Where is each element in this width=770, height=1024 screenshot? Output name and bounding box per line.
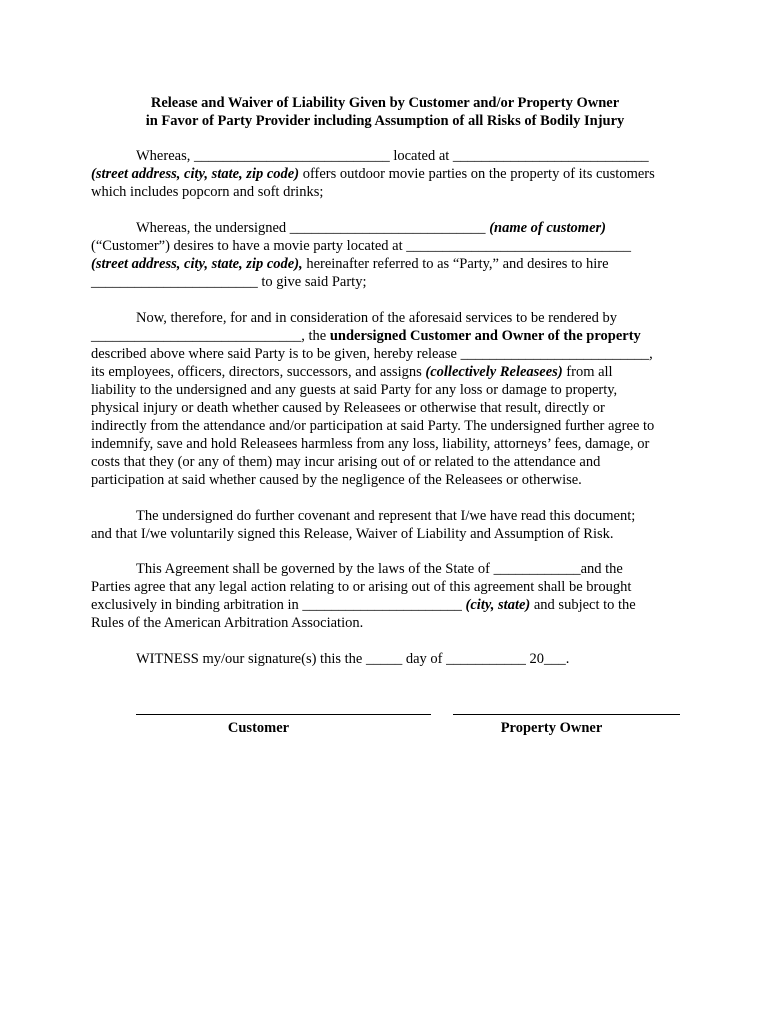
- p3-line-10: participation at said whether caused by the negligence of the Releasees or otherwise.: [91, 472, 582, 488]
- p2-line-1: [136, 219, 606, 237]
- p5-line-3-text: exclusively in binding arbitration in ______________________: [91, 597, 466, 613]
- p3-line-4-rest: from all: [562, 364, 613, 380]
- p3-line-2: [91, 327, 641, 345]
- p1-address-label: (street address, city, state, zip code): [91, 166, 300, 182]
- p1-line-1: Whereas, ___________________________ located at ___________________________: [136, 148, 649, 164]
- p3-line-7: indirectly from the attendance and/or participation at said Party. The undersigned further agree to: [91, 418, 655, 434]
- p3-line-5: liability to the undersigned and any guests at said Party for any loss or damage to property,: [91, 382, 618, 398]
- p3-line-1: Now, therefore, for and in consideration of the aforesaid services to be rendered by: [136, 310, 617, 326]
- p2-line-2: (“Customer”) desires to have a movie party located at _______________________________: [91, 238, 632, 254]
- p2-line-4: _______________________ to give said Party;: [91, 274, 367, 290]
- owner-signature-line: [453, 714, 680, 715]
- p2-line-1-text: Whereas, the undersigned ___________________________: [136, 220, 490, 236]
- p3-line-9: costs that they (or any of them) may incur arising out of or related to the attendance and: [91, 454, 601, 470]
- p3-line-8: indemnify, save and hold Releasees harmless from any loss, liability, attorneys’ fees, damage, or: [91, 436, 650, 452]
- p5-line-4: Rules of the American Arbitration Association.: [91, 615, 364, 631]
- title-line-1: Release and Waiver of Liability Given by Customer and/or Property Owner: [150, 95, 620, 111]
- p3-line-4-text: its employees, officers, directors, successors, and assigns: [91, 364, 426, 380]
- p3-line-4: [91, 363, 613, 381]
- document-title: [0, 94, 770, 130]
- customer-signature-line: [136, 714, 431, 715]
- p1-line-3: which includes popcorn and soft drinks;: [91, 184, 324, 200]
- owner-signature-label: Property Owner: [500, 720, 603, 736]
- p3-line-6: physical injury or death whether caused by Releasees or otherwise that result, directly or: [91, 400, 605, 416]
- p3-releasees-label: (collectively Releasees): [425, 364, 563, 380]
- p1-line-2: [91, 165, 655, 183]
- p2-line-3: [91, 255, 609, 273]
- p5-line-1: This Agreement shall be governed by the laws of the State of ____________and the: [136, 561, 623, 577]
- p3-bold-phrase: undersigned Customer and Owner of the property: [329, 328, 641, 344]
- p4-line-2: and that I/we voluntarily signed this Release, Waiver of Liability and Assumption of Risk.: [91, 526, 614, 542]
- p1-line-2-text: offers outdoor movie parties on the property of its customers: [299, 166, 655, 182]
- p5-line-2: Parties agree that any legal action relating to or arising out of this agreement shall be brought: [91, 579, 632, 595]
- p5-line-3-rest: and subject to the: [530, 597, 636, 613]
- p2-customer-label: (name of customer): [489, 220, 606, 236]
- p4-line-1: The undersigned do further covenant and represent that I/we have read this document;: [136, 508, 636, 524]
- title-line-2: in Favor of Party Provider including Assumption of all Risks of Bodily Injury: [145, 113, 625, 129]
- p2-address-label: (street address, city, state, zip code),: [91, 256, 303, 272]
- p3-line-3: described above where said Party is to be given, hereby release __________________________,: [91, 346, 653, 362]
- p5-city-state-label: (city, state): [465, 597, 531, 613]
- witness-line: WITNESS my/our signature(s) this the _____ day of ___________ 20___.: [136, 651, 570, 667]
- p3-line-2-text: _____________________________, the: [91, 328, 330, 344]
- customer-signature-label: Customer: [227, 720, 290, 736]
- p2-line-3-text: hereinafter referred to as “Party,” and desires to hire: [302, 256, 609, 272]
- p5-line-3: [91, 596, 636, 614]
